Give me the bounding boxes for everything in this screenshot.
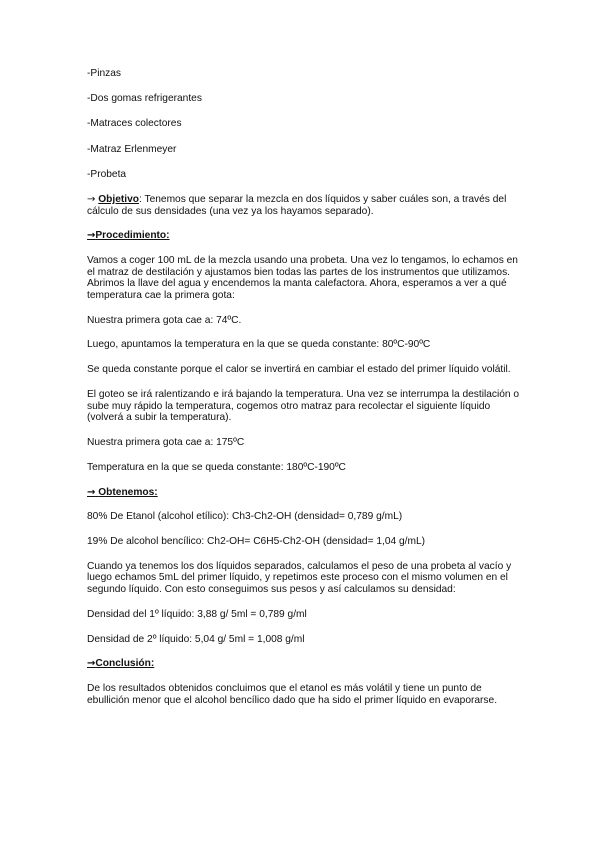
results-paragraph: 19% De alcohol bencílico: Ch2-OH= C6H5-Ch2-OH (densidad= 1,04 g/mL) xyxy=(87,536,426,548)
arrow-icon: → xyxy=(87,658,96,670)
conclusion-paragraph: De los resultados obtenidos concluimos que el etanol es más volátil y tiene un punto de ebullición menor que el alcohol bencílico dado que ha sido el primer líquido en evaporarse. xyxy=(87,683,498,706)
objective-paragraph xyxy=(87,194,527,217)
procedure-paragraph: Nuestra primera gota cae a: 175ºC xyxy=(87,436,245,448)
results-paragraph: Densidad de 2º líquido: 5,04 g/ 5ml = 1,008 g/ml xyxy=(87,633,305,645)
material-item: -Dos gomas refrigerantes xyxy=(87,93,202,105)
results-heading xyxy=(87,487,527,499)
procedure-paragraph: Vamos a coger 100 mL de la mezcla usando una probeta. Una vez lo tengamos, lo echamos en el matraz de destilación y ajustamos bien todas las partes de los instrumentos que utilizamos. Abrimos la llave del agua y encendemos la manta calefactora. Ahora, esperamos a ver a qué temperatura cae la primera gota: xyxy=(87,255,518,301)
document-body xyxy=(87,68,527,720)
procedure-paragraph: Luego, apuntamos la temperatura en la que se queda constante: 80ºC-90ºC xyxy=(87,339,431,351)
material-item: -Matraz Erlenmeyer xyxy=(87,143,177,155)
procedure-paragraph: Temperatura en la que se queda constante: 180ºC-190ºC xyxy=(87,461,346,473)
material-item: -Probeta xyxy=(87,168,127,180)
procedure-heading-text: Procedimiento: xyxy=(95,230,170,242)
procedure-paragraph: Se queda constante porque el calor se invertirá en cambiar el estado del primer líquido volátil. xyxy=(87,364,511,376)
arrow-icon: → xyxy=(87,230,96,242)
objective-label: Objetivo xyxy=(98,193,139,205)
procedure-paragraph: Nuestra primera gota cae a: 74ºC. xyxy=(87,314,242,326)
results-paragraph: Densidad del 1º líquido: 3,88 g/ 5ml = 0,789 g/ml xyxy=(87,608,307,620)
procedure-heading xyxy=(87,230,527,242)
material-item: -Pinzas xyxy=(87,68,121,79)
conclusion-heading-text: Conclusión: xyxy=(95,658,155,670)
conclusion-heading xyxy=(87,658,527,670)
procedure-paragraph: El goteo se irá ralentizando e irá bajando la temperatura. Una vez se interrumpa la destilación o sube muy rápido la temperatura, cogemos otro matraz para recolectar el siguiente líquido (volverá a subir la temperatura). xyxy=(87,389,520,424)
objective-text: : Tenemos que separar la mezcla en dos líquidos y saber cuáles son, a través del cálculo de sus densidades (una vez ya los hayamos separado). xyxy=(87,193,507,217)
arrow-icon: → xyxy=(87,486,96,498)
arrow-icon: → xyxy=(87,193,96,205)
results-paragraph: Cuando ya tenemos los dos líquidos separados, calculamos el peso de una probeta al vacío y luego echamos 5mL del primer líquido, y repetimos este proceso con el mismo volumen en el segundo líquido. Con esto conseguimos sus pesos y así calculamos su densidad: xyxy=(87,560,512,596)
material-item: -Matraces colectores xyxy=(87,118,182,130)
results-heading-text: Obtenemos: xyxy=(98,486,158,498)
results-paragraph: 80% De Etanol (alcohol etílico): Ch3-Ch2-OH (densidad= 0,789 g/mL) xyxy=(87,511,403,523)
